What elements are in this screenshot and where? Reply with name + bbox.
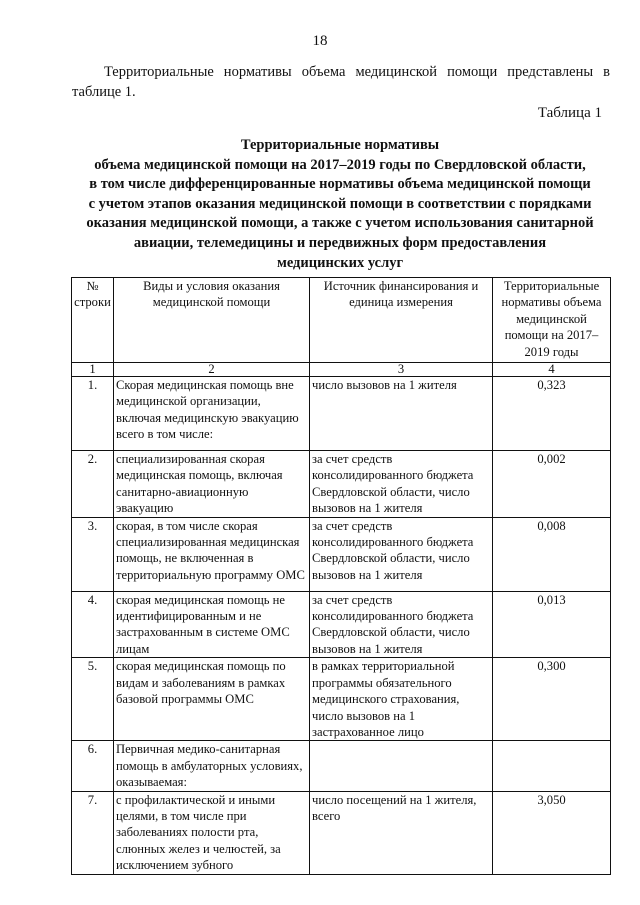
header-source: Источник финансирования и единица измерения	[310, 278, 493, 363]
title-line: с учетом этапов оказания медицинской помощи в соответствии с порядками	[88, 195, 592, 212]
row-source: число вызовов на 1 жителя	[310, 377, 493, 451]
row-norm	[493, 741, 611, 791]
row-source: за счет средств консолидированного бюджета Свердловской области, число вызовов на 1 жителя	[310, 517, 493, 591]
title-line: объема медицинской помощи на 2017–2019 годы по Свердловской области,	[94, 156, 586, 173]
table-row	[72, 741, 611, 791]
header-norm: Территориальные нормативы объема медицинской помощи на 2017–2019 годы	[493, 278, 611, 363]
row-number: 3.	[72, 517, 114, 591]
column-index: 4	[493, 363, 611, 377]
row-number: 4.	[72, 591, 114, 658]
table-row	[72, 791, 611, 874]
row-number: 1.	[72, 377, 114, 451]
row-norm: 0,002	[493, 451, 611, 518]
row-kind: специализированная скорая медицинская помощь, включая санитарно-авиационную эвакуацию	[114, 451, 310, 518]
table-row	[72, 591, 611, 658]
row-kind: Первичная медико-санитарная помощь в амбулаторных условиях, оказываемая:	[114, 741, 310, 791]
column-index: 3	[310, 363, 493, 377]
header-row	[72, 278, 611, 363]
intro-paragraph: Территориальные нормативы объема медицинской помощи представлены в таблице 1.	[72, 64, 610, 100]
title-line: в том числе дифференцированные нормативы объема медицинской помощи	[89, 176, 591, 193]
row-source: за счет средств консолидированного бюджета Свердловской области, число вызовов на 1 жителя	[310, 591, 493, 658]
title-line: Территориальные нормативы	[240, 137, 440, 153]
table-row	[72, 451, 611, 518]
row-norm: 0,008	[493, 517, 611, 591]
title-line: медицинских услуг	[276, 254, 404, 271]
column-index: 1	[72, 363, 114, 377]
row-number: 6.	[72, 741, 114, 791]
row-norm: 3,050	[493, 791, 611, 874]
row-kind: Скорая медицинская помощь вне медицинской организации, включая медицинскую эвакуацию всего в том числе:	[114, 377, 310, 451]
row-source: за счет средств консолидированного бюджета Свердловской области, число вызовов на 1 жителя	[310, 451, 493, 518]
table-title	[70, 136, 610, 273]
column-index: 2	[114, 363, 310, 377]
page-number: 18	[312, 33, 328, 49]
table-label: Таблица 1	[537, 105, 602, 121]
table-row	[72, 517, 611, 591]
table-row	[72, 658, 611, 741]
row-kind: с профилактической и иными целями, в том числе при заболеваниях полости рта, слюнных желез и челюстей, за исключением зубного	[114, 791, 310, 874]
row-source: в рамках территориальной программы обязательного медицинского страхования, число вызовов на 1 застрахованное лицо	[310, 658, 493, 741]
row-kind: скорая, в том числе скорая специализированная медицинская помощь, не включенная в территориальную программу ОМС	[114, 517, 310, 591]
row-kind: скорая медицинская помощь по видам и заболеваниям в рамках базовой программы ОМС	[114, 658, 310, 741]
title-line: оказания медицинской помощи, а также с учетом использования санитарной	[86, 215, 594, 232]
row-source: число посещений на 1 жителя, всего	[310, 791, 493, 874]
header-num: № строки	[72, 278, 114, 363]
row-number: 5.	[72, 658, 114, 741]
table-row	[72, 377, 611, 451]
row-source	[310, 741, 493, 791]
row-norm: 0,300	[493, 658, 611, 741]
norms-table	[71, 277, 611, 875]
row-kind: скорая медицинская помощь не идентифицированным и не застрахованным в системе ОМС лицам	[114, 591, 310, 658]
row-number: 2.	[72, 451, 114, 518]
row-number: 7.	[72, 791, 114, 874]
column-index-row	[72, 363, 611, 377]
header-kind: Виды и условия оказания медицинской помощи	[114, 278, 310, 363]
row-norm: 0,323	[493, 377, 611, 451]
title-line: авиации, телемедицины и передвижных форм предоставления	[133, 234, 547, 251]
row-norm: 0,013	[493, 591, 611, 658]
